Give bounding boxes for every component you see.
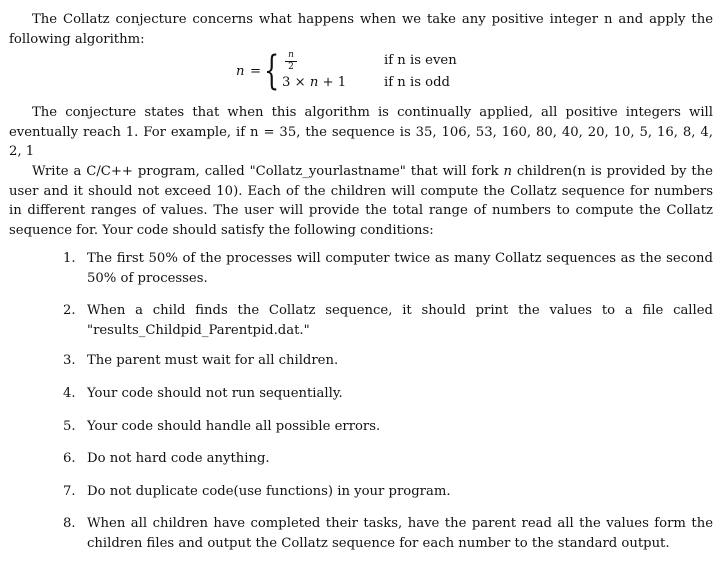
list-item-number: 3. (63, 353, 76, 368)
case-odd-var: n (309, 75, 319, 90)
collatz-equation (236, 50, 496, 96)
list-item (63, 384, 713, 404)
assignment-paragraph (9, 162, 713, 240)
list-item-text: Your code should handle all possible errors. (87, 419, 381, 434)
assignment-part1: Write a C/C++ program, called "Collatz_yourlastname" that will fork (32, 164, 504, 179)
list-item-text: When a child finds the Collatz sequence, it should print the values to a file called "results_Childpid_Parentpid.dat." (87, 303, 713, 338)
list-item-text: When all children have completed their tasks, have the parent read all the values form the children files and output the Collatz sequence for each number to the standard output. (87, 516, 713, 551)
conjecture-paragraph: The conjecture states that when this algorithm is continually applied, all positive integers will eventually reach 1. For example, if n = 35, the sequence is 35, 106, 53, 160, 80, 40, 20, 10, 5, 16, 8, 4, 2, 1 (9, 105, 713, 160)
list-item-text: Do not duplicate code(use functions) in your program. (87, 484, 451, 499)
list-item-number: 2. (63, 303, 76, 318)
intro-paragraph: The Collatz conjecture concerns what happens when we take any positive integer n and apply the following algorithm: (9, 12, 713, 47)
condition-odd: if n is odd (384, 75, 450, 90)
list-item-number: 5. (63, 419, 76, 434)
list-item (63, 249, 713, 288)
list-item-text: The parent must wait for all children. (87, 353, 339, 368)
assignment-part2: children(n is provided by the user and it should not exceed 10). Each of the children will compute the Collatz sequence for numbers in different ranges of values. The user will provide the total range of numbers to compute the Collatz sequence for. Your code should satisfy the following conditions: (9, 164, 713, 238)
fraction-n-over-2 (285, 51, 297, 72)
list-item-number: 4. (63, 386, 76, 401)
case-odd-part-a: 3 × (282, 75, 310, 90)
list-item (63, 449, 713, 469)
list-item-text: Do not hard code anything. (87, 451, 270, 466)
assignment-var-n: n (503, 164, 512, 179)
list-item-number: 8. (63, 516, 76, 531)
list-item-number: 1. (63, 251, 76, 266)
list-item-text: Your code should not run sequentially. (87, 386, 343, 401)
fraction-numerator: n (288, 50, 294, 60)
list-item (63, 351, 713, 371)
list-item-number: 6. (63, 451, 76, 466)
case-odd-part-b: + 1 (318, 75, 347, 90)
left-brace: { (264, 48, 280, 94)
fraction-denominator: 2 (288, 62, 294, 72)
list-item (63, 482, 713, 502)
list-item-number: 7. (63, 484, 76, 499)
case-odd-expression (282, 75, 346, 90)
equation-lhs: n (236, 64, 245, 79)
equation-equals: = (250, 64, 262, 79)
list-item-text: The first 50% of the processes will computer twice as many Collatz sequences as the second 50% of processes. (87, 251, 713, 286)
list-item (63, 301, 713, 340)
condition-even: if n is even (384, 53, 457, 68)
list-item (63, 417, 713, 437)
list-item (63, 514, 713, 553)
